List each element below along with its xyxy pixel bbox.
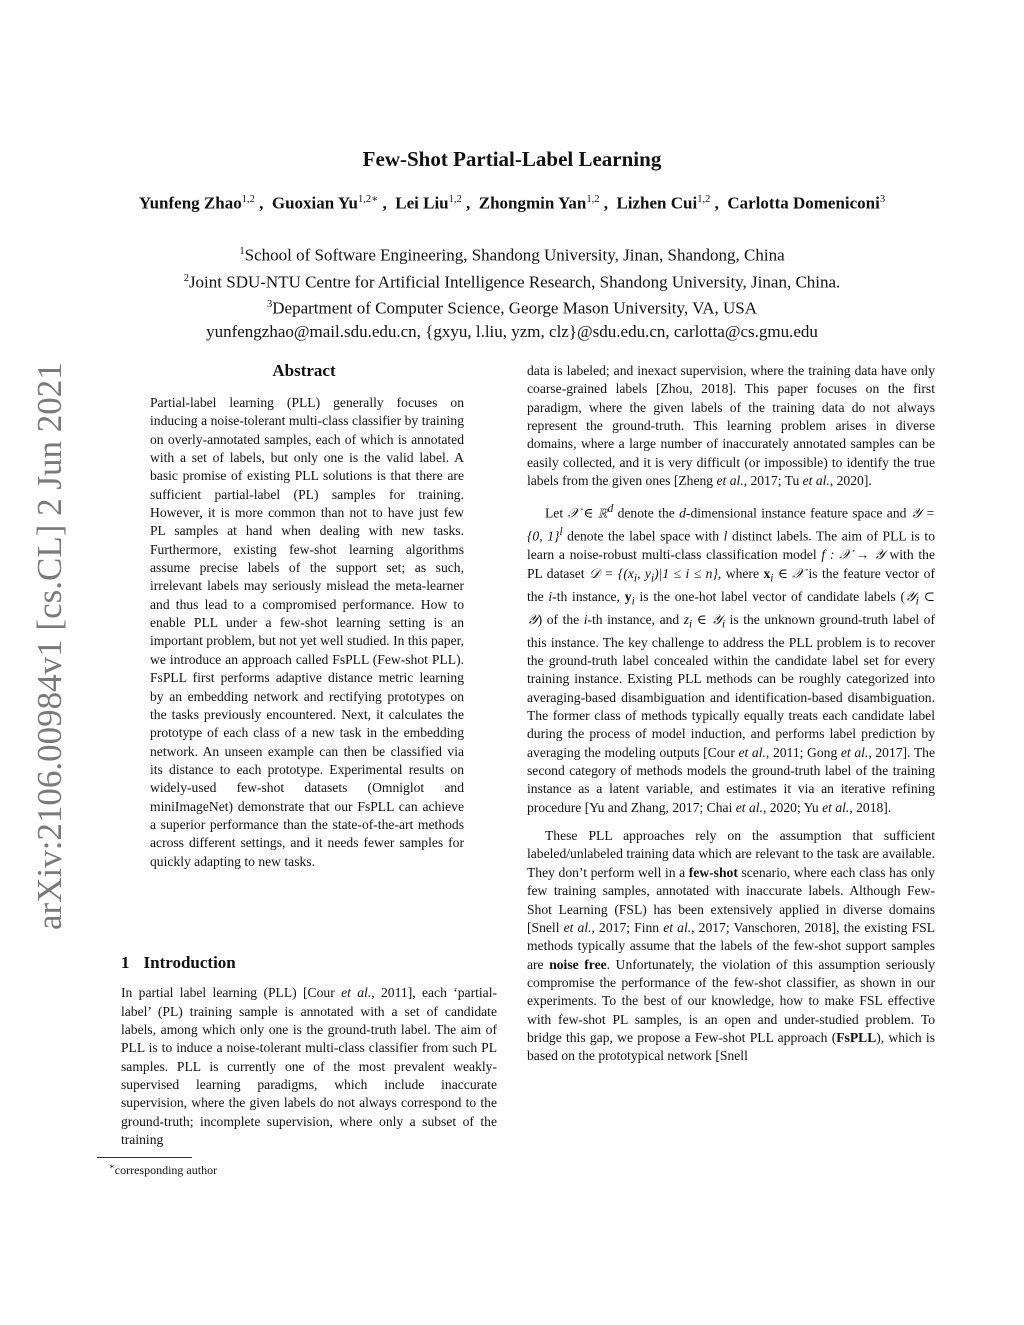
text-run-italic: et al. (716, 473, 744, 489)
text-run: These PLL approaches rely on the assumption that sufficient labeled/unlabeled training data which are relevant to the task are available. They don’t perform well in a (527, 828, 935, 880)
footnote-text: corresponding author (114, 1163, 218, 1177)
math-run: d (607, 503, 614, 516)
math-run: 𝒴 = {0, 1} (527, 505, 935, 544)
author-mark: 1,2 (586, 194, 600, 205)
author-mark: 1,2 (448, 194, 462, 205)
text-run: -th instance, and (587, 611, 684, 627)
text-run: , 2017; Vanschoren, 2018], the existing FSL methods typically assume that the labels of the few-shot support samples are (527, 919, 936, 972)
math-run: )|1 ≤ i ≤ n} (654, 565, 718, 581)
text-run-italic: et al. (840, 744, 869, 760)
math-run: l (559, 526, 563, 539)
affiliation-line (0, 293, 1024, 320)
footnote-mark: ∗ (109, 1161, 115, 1171)
math-run: i (689, 618, 693, 631)
text-run: , where (717, 565, 764, 581)
author-mark: 3 (879, 194, 886, 205)
text-run: data is labeled; and inexact supervision, where the training data have only coarse-grained labels [Zhou, 2018]. This paper focuses on the first paradigm, where the given labels of the training data do not always represent the ground-truth. This learning problem arises in diverse domains, where a large number of inaccurately annotated samples can be easily collected, and it is very difficult (or impossible) to identify the true labels from the given ones [Zheng (527, 363, 935, 489)
text-run: , 2017; Tu (743, 473, 803, 489)
math-run: y (624, 588, 632, 604)
affiliation-mark: 3 (267, 299, 273, 311)
author-name: Zhongmin Yan (478, 193, 587, 213)
text-run: -th instance, (552, 588, 625, 604)
math-run: 𝒟 = {(x (589, 565, 634, 581)
text-run: distinct labels. The aim of PLL is to learn a noise-robust multi-class classification model (527, 528, 935, 563)
intro-paragraph (121, 984, 497, 1149)
intro-paragraph (527, 827, 935, 1065)
author-name: Lei Liu (395, 193, 449, 213)
text-run-bold: noise free (549, 956, 607, 972)
math-run: l (723, 528, 728, 544)
math-run: 𝒴 (904, 588, 916, 604)
text-run: with the PL dataset (527, 547, 935, 581)
text-run-italic: et al. (663, 919, 692, 935)
affiliation-line (0, 240, 1024, 267)
text-run: scenario, where each class has only few training samples, annotated with inaccurate labels. Although Few-Shot Learning (FSL) has been extensively applied in diverse domains [Snell (527, 864, 935, 935)
footnote (109, 1161, 217, 1178)
math-run: ⊂ 𝒴 (527, 588, 935, 627)
author-name: Yunfeng Zhao (138, 193, 242, 213)
author-mark: 1,2 (697, 194, 711, 205)
text-run-italic: et al. (802, 473, 830, 489)
affiliation-text: Department of Computer Science, George Mason University, VA, USA (272, 298, 757, 318)
right-column-intro (527, 362, 935, 1066)
math-run: ∈ 𝒴 (692, 611, 722, 627)
text-run: , 2017]. The second category of methods models the ground-truth label of the training instance as a latent variable, and estimates it via an iterative refining procedure [Yu and Zhang, 2017; Chai (527, 744, 935, 815)
text-run: -dimensional instance feature space and (685, 505, 911, 521)
affiliation-line (0, 267, 1024, 294)
affiliation-mark: 1 (239, 246, 245, 257)
text-run-italic: et al. (738, 744, 766, 760)
intro-paragraph (527, 362, 935, 490)
math-run: d (679, 505, 686, 521)
text-run: denote the (613, 505, 680, 521)
math-run: i (721, 618, 726, 631)
text-run: Let (545, 505, 568, 521)
text-run: In partial label learning (PLL) [Cour (121, 985, 342, 1001)
section-number: 1 (121, 953, 130, 972)
arxiv-identifier: arXiv:2106.00984v1 [cs.CL] 2 Jun 2021 (30, 362, 69, 930)
author-mark: 1,2 (241, 194, 255, 205)
author-name: Carlotta Domeniconi (727, 193, 880, 213)
abstract-heading: Abstract (272, 361, 336, 380)
text-run-italic: et al. (563, 919, 592, 935)
section-title: Introduction (143, 953, 236, 972)
math-run: i (583, 611, 588, 627)
math-run: i (548, 588, 553, 604)
math-run: i (915, 595, 919, 608)
affiliation-mark: 2 (183, 272, 189, 284)
text-run: ) of the (537, 611, 584, 627)
text-run: , 2011], each ‘partial-label’ (PL) training sample is annotated with a set of candidate labels, among which only one is the ground-truth label. The aim of PLL is to induce a noise-tolerant multi-class classifier from such PL samples. PLL is currently one of the most prevalent weakly-supervised learning paradigms, which include inaccurate supervision, where the given labels do not always correspond to the ground-truth; incomplete supervision, where only a subset of the training (121, 985, 498, 1148)
text-run: , 2020; Yu (762, 799, 823, 815)
affiliation-text: School of Software Engineering, Shandong University, Jinan, Shandong, China (244, 245, 785, 265)
text-run: ), which is based on the prototypical network [Snell (527, 1029, 935, 1064)
math-run: i (631, 595, 635, 608)
math-run: 𝒳 ∈ ℝ (567, 505, 608, 521)
footnote-divider (97, 1157, 192, 1158)
math-run: z (683, 611, 690, 627)
math-run: f : 𝒳 → 𝒴 (821, 547, 885, 563)
text-run: , 2018]. (849, 799, 892, 815)
text-run-italic: et al. (735, 799, 763, 815)
abstract-text: Partial-label learning (PLL) generally focuses on inducing a noise-tolerant multi-class classifier by training on overly-annotated samples, each of which is annotated with a set of labels, but only one is the valid label. A basic promise of existing PLL solutions is that there are sufficient partial-label (PL) samples for training. However, it is more common than not to have just few PL samples at hand when dealing with new tasks. Furthermore, existing few-shot learning algorithms assume precise labels of the support set; as such, irrelevant labels may seriously mislead the meta-learner and thus lead to a compromised performance. How to enable PLL under a few-shot learning setting is an important problem, but not yet well studied. In this paper, we introduce an approach called FsPLL (Few-shot PLL). FsPLL first performs adaptive distance metric learning by an embedding network and rectifying prototypes on the tasks previously encountered. Next, it calculates the prototype of each class of a new task in the embedding network. An unseen example can then be classified via its distance to each prototype. Experimental results on widely-used few-shot datasets (Omniglot and miniImageNet) demonstrate that our FsPLL can achieve a superior performance than the state-of-the-art methods across different settings, and it needs fewer samples for quickly adapting to new tasks. (150, 395, 464, 869)
math-run: i (633, 572, 638, 585)
affiliations (0, 240, 1024, 343)
section-heading (121, 954, 497, 972)
intro-paragraph (527, 500, 935, 817)
math-run: ∈ 𝒳 (773, 565, 805, 581)
text-run: is the feature vector of the (527, 565, 935, 604)
text-run: is the unknown ground-truth label of this instance. The key challenge to address the PLL problem is to recover the ground-truth label concealed within the candidate label set for every training instance. Existing PLL methods can be roughly categorized into averaging-based disambiguation and identification-based disambiguation. The former class of methods typically equally treats each candidate label during the process of model induction, and performs label prediction by averaging the modeling outputs [Cour (527, 611, 935, 760)
text-run: , 2017; Finn (591, 919, 664, 935)
paper-title: Few-Shot Partial-Label Learning (362, 147, 662, 171)
text-run-italic: et al. (822, 799, 850, 815)
author-mark: 1,2∗ (358, 194, 379, 205)
text-run-bold: FsPLL (836, 1029, 877, 1045)
affiliation-text: Joint SDU-NTU Centre for Artificial Intelligence Research, Shandong University, Jinan, China. (188, 272, 841, 292)
text-run-italic: et al. (341, 985, 372, 1001)
text-run: , 2011; Gong (765, 744, 841, 760)
math-run: i (770, 572, 774, 585)
left-column-intro (121, 954, 497, 1149)
math-run: x (763, 565, 771, 581)
text-run: . Unfortunately, the violation of this assumption seriously compromise the performance of the few-shot classifier, as shown in our experiments. To the best of our knowledge, how to make FSL effective with few-shot PL samples, is an open and under-studied problem. To bridge this gap, we propose a Few-shot PLL approach ( (527, 956, 935, 1045)
author-list: Yunfeng Zhao$^{1,2}$ , Guoxian $Yu^{1,2∗}$ , Lei Liu$^{1,2}$ , Zhongmin Yan$^{1,2}$ , Lizhen Cui$^{1,2}$ , Carlotta Domeniconi$^3$ (138, 193, 886, 213)
author-name: Guoxian Yu (271, 193, 358, 213)
math-run: i (650, 572, 655, 585)
author-name: Lizhen Cui (616, 193, 698, 213)
text-run: denote the label space with (562, 528, 724, 544)
text-run: is the one-hot label vector of candidate labels ( (634, 588, 905, 604)
math-run: , y (637, 565, 651, 581)
text-run: , 2020]. (829, 473, 872, 489)
text-run-bold: few-shot (688, 864, 738, 880)
email-line: yunfengzhao@mail.sdu.edu.cn, {gxyu, l.liu, yzm, clz}@sdu.edu.cn, carlotta@cs.gmu.edu (206, 321, 818, 341)
